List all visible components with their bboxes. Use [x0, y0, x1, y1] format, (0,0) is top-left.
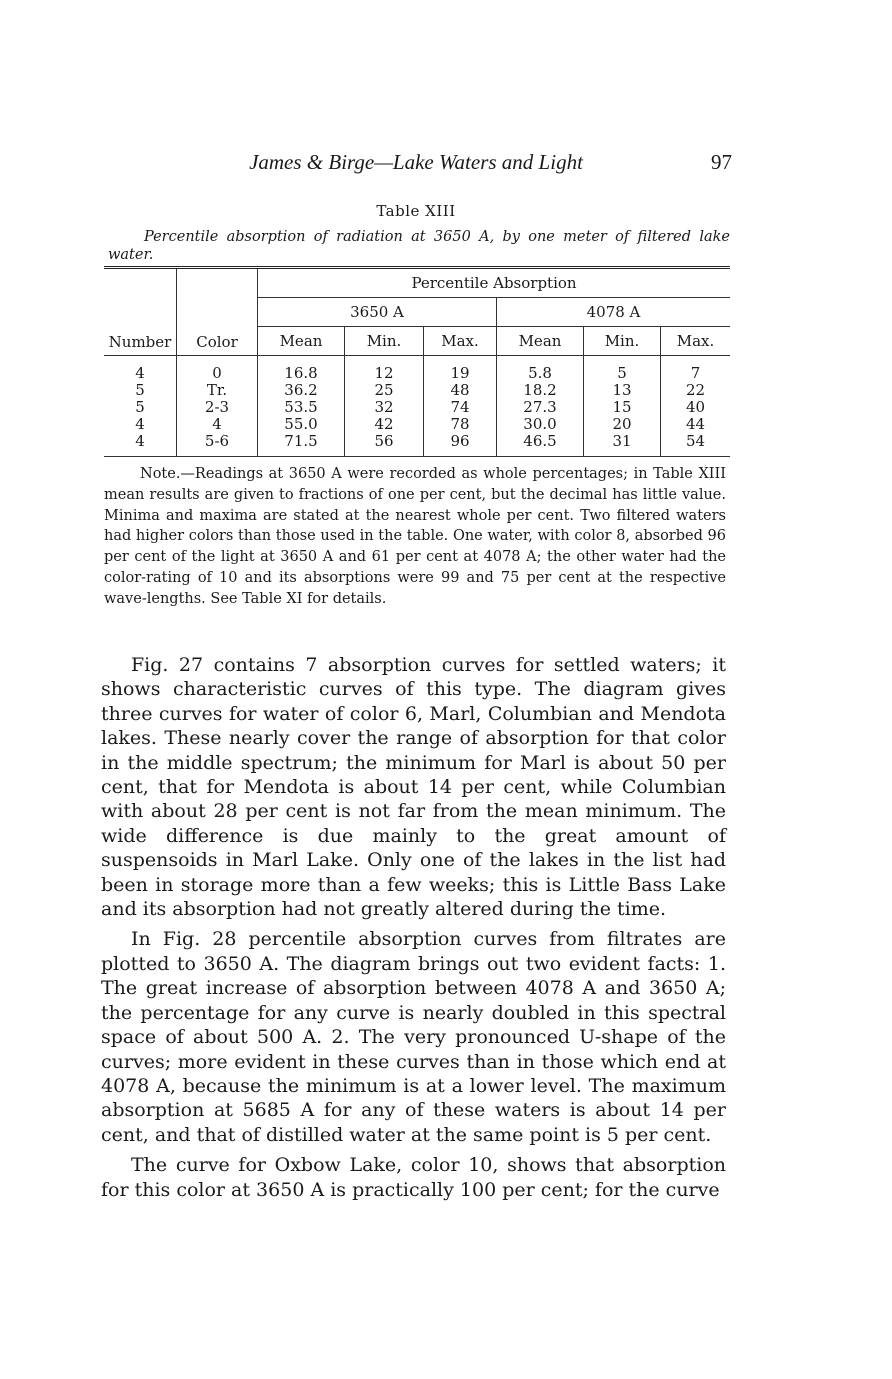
cell-max-4078: 54: [661, 433, 731, 457]
column-header-color: Color: [177, 268, 258, 356]
paragraph: The curve for Oxbow Lake, color 10, shows that absorption for this color at 3650 A is practically 100 per cent; for the curve: [101, 1154, 726, 1201]
cell-number: 5: [135, 398, 145, 416]
cell-min-3650: 25: [345, 382, 424, 399]
table-note: [104, 464, 726, 610]
cell-max-4078: 44: [661, 416, 731, 433]
cell-max-4078: 7: [661, 356, 731, 383]
running-title: James & Birge—Lake Waters and Light: [249, 150, 583, 174]
cell-color: 4: [177, 416, 258, 433]
cell-number: 4: [135, 432, 145, 450]
cell-min-4078: 13: [584, 382, 661, 399]
paragraph: Fig. 27 contains 7 absorption curves for settled waters; it shows characteristic curves of this type. The diagram gives three curves for water of color 6, Marl, Columbian and Mendota lakes. These nearly cover the range of absorption for that color in the middle spectrum; the minimum for Marl is about 50 per cent, that for Mendota is about 14 per cent, while Columbian with about 28 per cent is not far from the mean minimum. The wide difference is due mainly to the great amount of suspensoids in Marl Lake. Only one of the lakes in the list had been in storage more than a few weeks; this is Little Bass Lake and its absorption had not greatly altered during the time.: [101, 654, 726, 921]
wavelength-header-3650: 3650 A: [258, 298, 497, 327]
column-header-max-4078: Max.: [661, 327, 731, 356]
cell-min-3650: 42: [345, 416, 424, 433]
cell-max-4078: 22: [661, 382, 731, 399]
cell-color: 0: [177, 356, 258, 383]
body-text: [101, 653, 726, 1208]
cell-min-3650: 12: [345, 356, 424, 383]
cell-mean-4078: 18.2: [497, 382, 584, 399]
cell-number: 4: [135, 415, 145, 433]
wavelength-header-4078: 4078 A: [497, 298, 731, 327]
running-head: [100, 150, 732, 180]
table-row: [104, 356, 730, 383]
cell-mean-4078: 30.0: [497, 416, 584, 433]
cell-mean-3650: 16.8: [258, 356, 345, 383]
cell-mean-3650: 55.0: [258, 416, 345, 433]
cell-mean-3650: 36.2: [258, 382, 345, 399]
cell-number: 5: [135, 381, 145, 399]
table-row: [104, 416, 730, 433]
cell-max-3650: 96: [424, 433, 497, 457]
cell-max-3650: 78: [424, 416, 497, 433]
table-caption: Percentile absorption of radiation at 3650 A, by one meter of filtered lake water.: [108, 229, 730, 263]
cell-mean-4078: 27.3: [497, 399, 584, 416]
cell-max-3650: 74: [424, 399, 497, 416]
column-header-mean-4078: Mean: [497, 327, 584, 356]
cell-min-4078: 20: [584, 416, 661, 433]
cell-mean-3650: 71.5: [258, 433, 345, 457]
column-header-min-4078: Min.: [584, 327, 661, 356]
cell-min-4078: 5: [584, 356, 661, 383]
cell-min-4078: 31: [584, 433, 661, 457]
cell-max-3650: 19: [424, 356, 497, 383]
column-header-min-3650: Min.: [345, 327, 424, 356]
cell-color: 5-6: [177, 433, 258, 457]
paragraph: In Fig. 28 percentile absorption curves from filtrates are plotted to 3650 A. The diagram brings out two evident facts: 1. The great increase of absorption between 4078 A and 3650 A; the percentage for any curve is nearly doubled in this spectral space of about 500 A. 2. The very pronounced U-shape of the curves; more evident in these curves than in those which end at 4078 A, because the minimum is at a lower level. The maximum absorption at 5685 A for any of these waters is about 14 per cent, and that of distilled water at the same point is 5 per cent.: [101, 928, 726, 1146]
cell-number: 4: [135, 364, 145, 382]
column-header-max-3650: Max.: [424, 327, 497, 356]
cell-max-4078: 40: [661, 399, 731, 416]
cell-max-3650: 48: [424, 382, 497, 399]
cell-min-3650: 56: [345, 433, 424, 457]
column-header-mean-3650: Mean: [258, 327, 345, 356]
cell-mean-4078: 46.5: [497, 433, 584, 457]
table-row: [104, 433, 730, 457]
cell-color: 2-3: [177, 399, 258, 416]
table-row: [104, 382, 730, 399]
cell-min-4078: 15: [584, 399, 661, 416]
note-text: Note.—Readings at 3650 A were recorded as whole percentages; in Table XIII mean results are given to fractions of one per cent, but the decimal has little value. Minima and maxima are stated at the nearest whole per cent. Two filtered waters had higher colors than those used in the table. One water, with color 8, absorbed 96 per cent of the light at 3650 A and 61 per cent at 4078 A; the other water had the color-rating of 10 and its absorptions were 99 and 75 per cent at the respective wave-lengths. See Table XI for details.: [104, 466, 726, 607]
table-row: [104, 399, 730, 416]
cell-mean-3650: 53.5: [258, 399, 345, 416]
cell-min-3650: 32: [345, 399, 424, 416]
page-number: 97: [711, 150, 732, 174]
group-header-percentile-absorption: Percentile Absorption: [258, 268, 731, 298]
table-label: Table XIII: [376, 202, 456, 220]
cell-mean-4078: 5.8: [497, 356, 584, 383]
cell-color: Tr.: [177, 382, 258, 399]
absorption-table: [104, 266, 730, 457]
column-header-number: Number: [104, 268, 177, 356]
